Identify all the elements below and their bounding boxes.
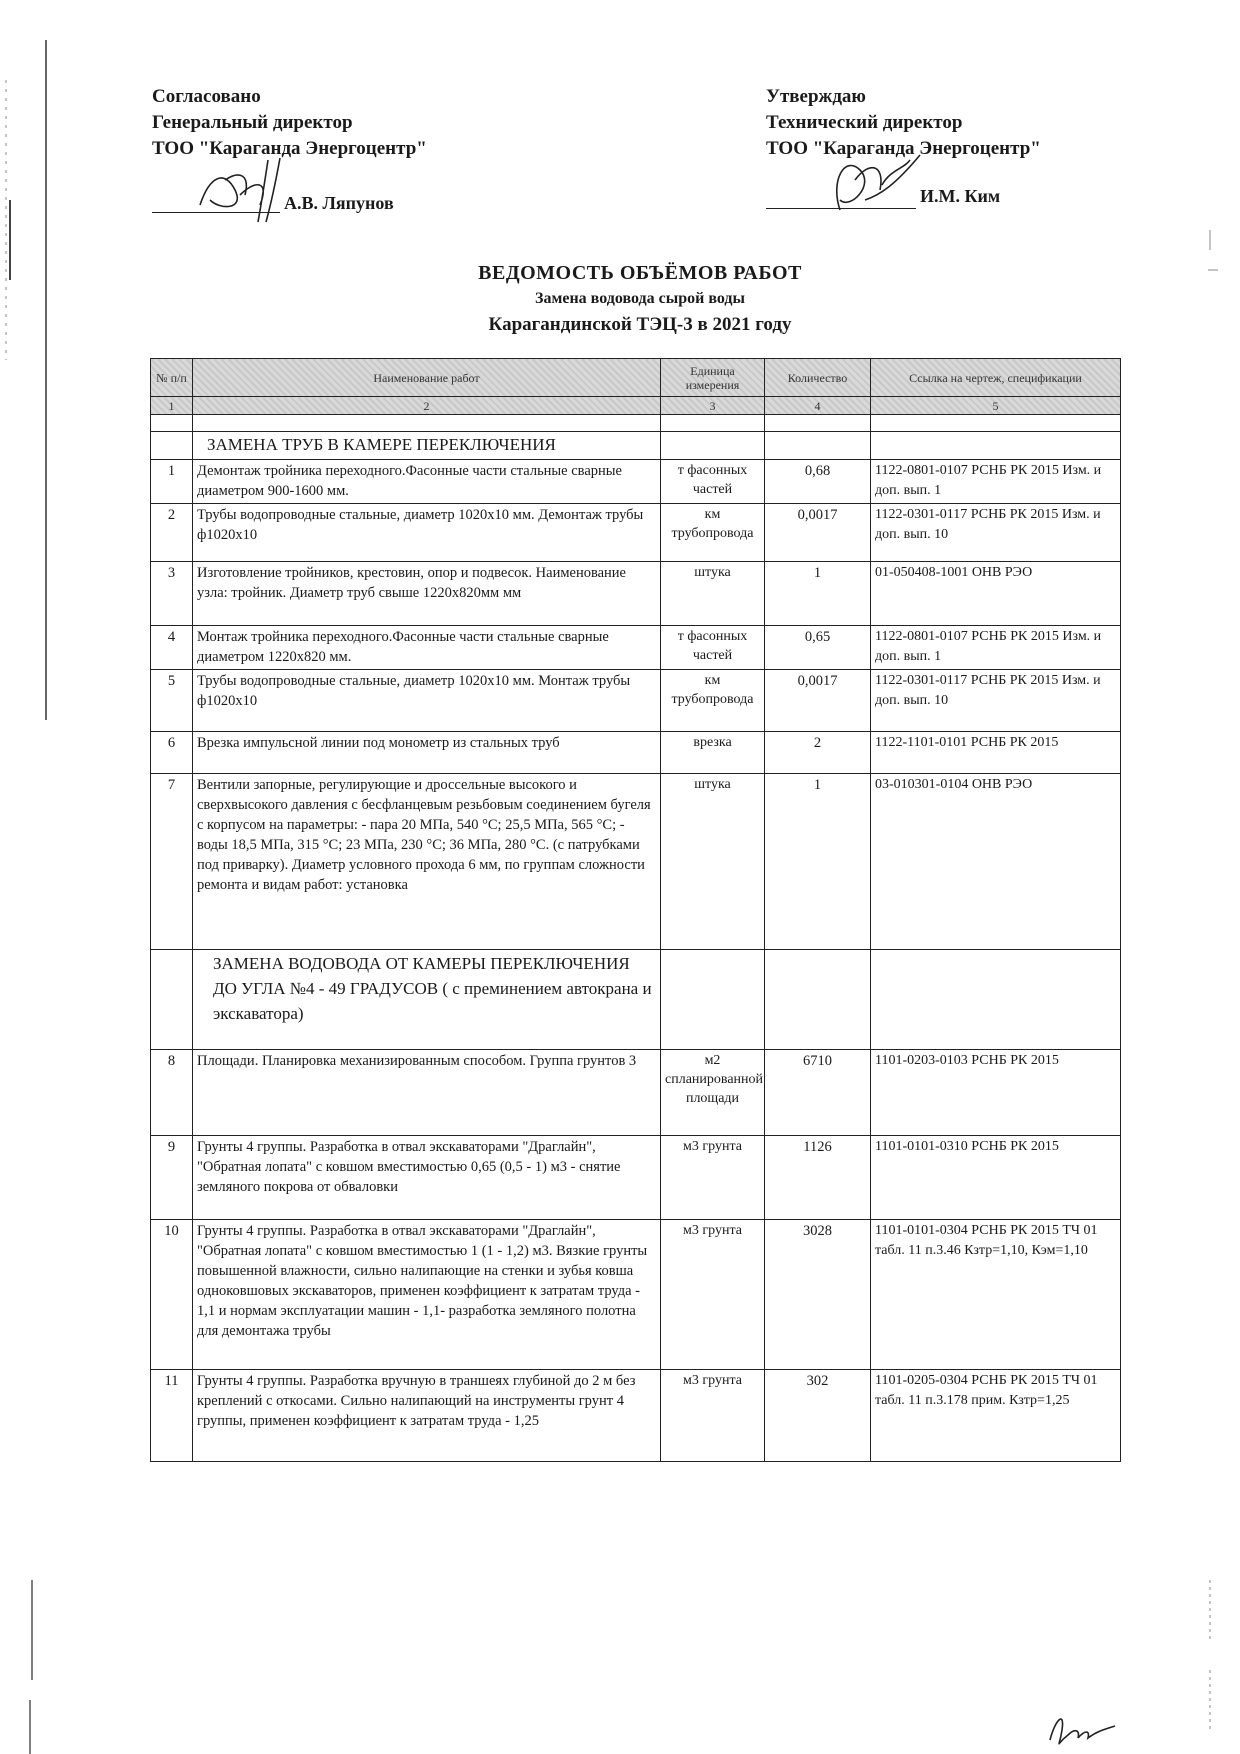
approval-left-position: Генеральный директор — [152, 112, 353, 133]
row-ref: 1101-0203-0103 РСНБ РК 2015 — [871, 1050, 1121, 1136]
approval-right-company: ТОО "Караганда Энергоцентр" — [766, 138, 1041, 159]
row-qty: 1126 — [765, 1136, 871, 1220]
header-number-2: 2 — [193, 397, 661, 415]
row-ref: 1122-0801-0107 РСНБ РК 2015 Изм. и доп. вып. 1 — [871, 626, 1121, 670]
row-unit: м2 спланированной площади — [661, 1050, 765, 1136]
row-qty: 3028 — [765, 1220, 871, 1370]
row-ref: 01-050408-1001 ОНВ РЭО — [871, 562, 1121, 626]
row-name: Трубы водопроводные стальные, диаметр 1020х10 мм. Монтаж трубы ф1020х10 — [193, 670, 661, 732]
row-ref: 1122-0801-0107 РСНБ РК 2015 Изм. и доп. вып. 1 — [871, 460, 1121, 504]
row-num: 8 — [151, 1050, 193, 1136]
row-qty: 302 — [765, 1370, 871, 1462]
row-name: Грунты 4 группы. Разработка в отвал экскаваторами "Драглайн", "Обратная лопата" с ковшом вместимостью 0,65 (0,5 - 1) м3 - снятие земляного покрова от обваловки — [193, 1136, 661, 1220]
document-subtitle-1: Замена водовода сырой воды — [535, 290, 745, 307]
table-row — [151, 774, 1121, 950]
header-name: Наименование работ — [193, 359, 661, 397]
section-title-1: ЗАМЕНА ТРУБ В КАМЕРЕ ПЕРЕКЛЮЧЕНИЯ — [193, 432, 661, 460]
table-row — [151, 670, 1121, 732]
row-num: 5 — [151, 670, 193, 732]
signature-right — [810, 140, 930, 220]
row-name: Врезка импульсной линии под монометр из стальных труб — [193, 732, 661, 774]
row-unit: врезка — [661, 732, 765, 774]
row-num: 9 — [151, 1136, 193, 1220]
row-qty: 0,0017 — [765, 504, 871, 562]
row-num: 3 — [151, 562, 193, 626]
row-qty: 0,0017 — [765, 670, 871, 732]
approval-right-heading: Утверждаю — [766, 86, 866, 107]
header-unit: Единица измерения — [661, 359, 765, 397]
row-unit: м3 грунта — [661, 1370, 765, 1462]
row-name: Вентили запорные, регулирующие и дроссельные высокого и сверхвысокого давления с бесфланцевым резьбовым соединением бугеля с корпусом на параметры: - пара 20 МПа, 540 °С; 25,5 МПа, 565 °С; - воды 18,5 МПа, 315 °С; 23 МПа, 230 °С; 36 МПа, 280 °С. (с патрубками под приварку). Диаметр условного прохода 6 мм, по группам сложности ремонта и видам работ: установка — [193, 774, 661, 950]
row-qty: 0,68 — [765, 460, 871, 504]
row-ref: 1122-1101-0101 РСНБ РК 2015 — [871, 732, 1121, 774]
header-num: № п/п — [151, 359, 193, 397]
approval-left-signer: А.В. Ляпунов — [284, 193, 394, 213]
header-number-1: 1 — [151, 397, 193, 415]
signature-left — [180, 150, 300, 225]
approval-left-heading: Согласовано — [152, 86, 261, 107]
section-row-2 — [151, 950, 1121, 1050]
row-num: 6 — [151, 732, 193, 774]
row-ref: 03-010301-0104 ОНВ РЭО — [871, 774, 1121, 950]
approval-right-position: Технический директор — [766, 112, 963, 133]
row-unit: штука — [661, 562, 765, 626]
row-name: Монтаж тройника переходного.Фасонные части стальные сварные диаметром 1220х820 мм. — [193, 626, 661, 670]
header-number-5: 5 — [871, 397, 1121, 415]
row-num: 1 — [151, 460, 193, 504]
document-subtitle-2: Карагандинской ТЭЦ-3 в 2021 году — [488, 314, 792, 335]
row-qty: 0,65 — [765, 626, 871, 670]
approval-left-company: ТОО "Караганда Энергоцентр" — [152, 138, 427, 159]
table-row — [151, 504, 1121, 562]
row-num: 4 — [151, 626, 193, 670]
header-qty: Количество — [765, 359, 871, 397]
row-unit: м3 грунта — [661, 1220, 765, 1370]
row-name: Площади. Планировка механизированным способом. Группа грунтов 3 — [193, 1050, 661, 1136]
row-unit: м3 грунта — [661, 1136, 765, 1220]
row-num: 10 — [151, 1220, 193, 1370]
table-row — [151, 732, 1121, 774]
row-unit: т фасонных частей — [661, 460, 765, 504]
works-volume-table — [150, 358, 1121, 1462]
table-row — [151, 460, 1121, 504]
row-unit: штука — [661, 774, 765, 950]
header-number-3: 3 — [661, 397, 765, 415]
row-name: Грунты 4 группы. Разработка в отвал экскаваторами "Драглайн", "Обратная лопата" с ковшом вместимостью 1 (1 - 1,2) м3. Вязкие грунты повышенной влажности, сильно налипающие на стенки и зубья ковша одноковшовых экскаваторов, применен коэффициент к затратам труда - 1,1 и нормам эксплуатации машин - 1,1- разработка земляного полотна для демонтажа трубы — [193, 1220, 661, 1370]
table-gap-row — [151, 415, 1121, 432]
row-qty: 1 — [765, 562, 871, 626]
row-ref: 1101-0205-0304 РСНБ РК 2015 ТЧ 01 табл. 11 п.3.178 прим. Кзтр=1,25 — [871, 1370, 1121, 1462]
header-number-4: 4 — [765, 397, 871, 415]
initials-signature — [1040, 1700, 1120, 1750]
section-title-2: ЗАМЕНА ВОДОВОДА ОТ КАМЕРЫ ПЕРЕКЛЮЧЕНИЯ ДО УГЛА №4 - 49 ГРАДУСОВ ( с преминением автокрана и экскаватора) — [193, 950, 661, 1050]
row-unit: км трубопровода — [661, 670, 765, 732]
row-ref: 1101-0101-0304 РСНБ РК 2015 ТЧ 01 табл. 11 п.3.46 Кзтр=1,10, Кэм=1,10 — [871, 1220, 1121, 1370]
approval-right-signer: И.М. Ким — [920, 186, 1001, 206]
row-name: Изготовление тройников, крестовин, опор и подвесок. Наименование узла: тройник. Диаметр труб свыше 1220х820мм мм — [193, 562, 661, 626]
row-unit: км трубопровода — [661, 504, 765, 562]
row-ref: 1122-0301-0117 РСНБ РК 2015 Изм. и доп. вып. 10 — [871, 504, 1121, 562]
row-name: Грунты 4 группы. Разработка вручную в траншеях глубиной до 2 м без креплений с откосами. Сильно налипающий на инструменты грунт 4 группы, применен коэффициент к затратам труда - 1,25 — [193, 1370, 661, 1462]
document-title: ВЕДОМОСТЬ ОБЪЁМОВ РАБОТ — [478, 262, 802, 284]
row-ref: 1122-0301-0117 РСНБ РК 2015 Изм. и доп. вып. 10 — [871, 670, 1121, 732]
row-num: 7 — [151, 774, 193, 950]
table-row — [151, 1136, 1121, 1220]
row-num: 11 — [151, 1370, 193, 1462]
row-qty: 2 — [765, 732, 871, 774]
header-ref: Ссылка на чертеж, спецификации — [871, 359, 1121, 397]
row-qty: 1 — [765, 774, 871, 950]
table-row — [151, 1370, 1121, 1462]
table-header-row — [151, 359, 1121, 397]
section-row-1 — [151, 432, 1121, 460]
table-header-numbers-row — [151, 397, 1121, 415]
table-row — [151, 626, 1121, 670]
row-num: 2 — [151, 504, 193, 562]
row-name: Демонтаж тройника переходного.Фасонные части стальные сварные диаметром 900-1600 мм. — [193, 460, 661, 504]
table-row — [151, 1050, 1121, 1136]
row-ref: 1101-0101-0310 РСНБ РК 2015 — [871, 1136, 1121, 1220]
table-row — [151, 562, 1121, 626]
row-qty: 6710 — [765, 1050, 871, 1136]
row-unit: т фасонных частей — [661, 626, 765, 670]
table-row — [151, 1220, 1121, 1370]
row-name: Трубы водопроводные стальные, диаметр 1020х10 мм. Демонтаж трубы ф1020х10 — [193, 504, 661, 562]
